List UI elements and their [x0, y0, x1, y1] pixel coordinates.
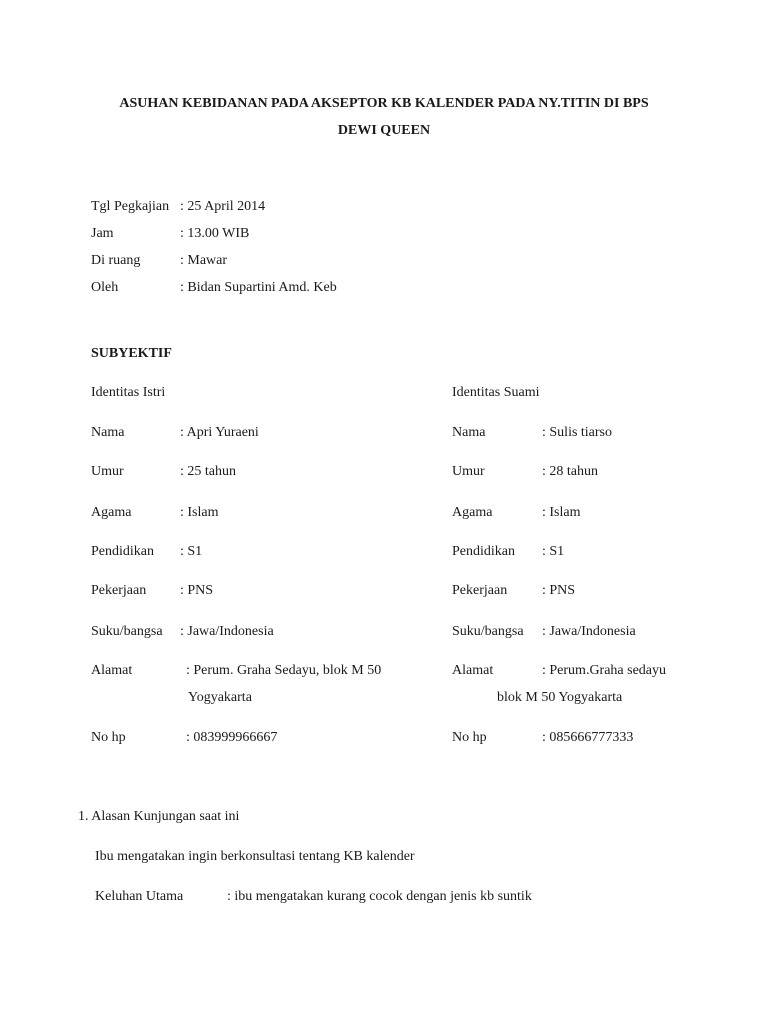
istri-pekerjaan-value: : PNS	[180, 583, 214, 598]
document-title	[60, 90, 708, 144]
suami-agama-label: Agama	[452, 505, 493, 520]
oleh-label: Oleh	[91, 280, 119, 295]
istri-alamat-value-2: Yogyakarta	[188, 690, 252, 705]
suami-pendidikan-label: Pendidikan	[452, 544, 515, 559]
suami-pekerjaan-label: Pekerjaan	[452, 583, 508, 598]
istri-pendidikan-value: : S1	[180, 544, 203, 559]
istri-nama-label: Nama	[91, 425, 125, 440]
istri-umur-value: : 25 tahun	[180, 464, 236, 479]
istri-alamat-label: Alamat	[91, 663, 133, 678]
oleh-value: : Bidan Supartini Amd. Keb	[180, 280, 337, 295]
ruang-label: Di ruang	[91, 253, 141, 268]
suami-hp-label: No hp	[452, 730, 487, 745]
istri-alamat-value-1: : Perum. Graha Sedayu, blok M 50	[186, 663, 382, 678]
istri-hp-value: : 083999966667	[186, 730, 278, 745]
istri-agama-label: Agama	[91, 505, 132, 520]
suami-agama-value: : Islam	[542, 505, 581, 520]
suami-umur-label: Umur	[452, 464, 485, 479]
istri-pekerjaan-label: Pekerjaan	[91, 583, 147, 598]
keluhan-label: Keluhan Utama	[95, 889, 184, 904]
title-line-1: ASUHAN KEBIDANAN PADA AKSEPTOR KB KALENDER PADA NY.TITIN DI BPS	[119, 96, 649, 111]
istri-suku-label: Suku/bangsa	[91, 624, 163, 639]
suami-heading: Identitas Suami	[452, 385, 540, 400]
suami-pendidikan-value: : S1	[542, 544, 565, 559]
kunjungan-heading: 1. Alasan Kunjungan saat ini	[78, 809, 240, 824]
suami-suku-label: Suku/bangsa	[452, 624, 524, 639]
istri-hp-label: No hp	[91, 730, 126, 745]
tgl-label: Tgl Pegkajian	[91, 199, 170, 214]
istri-umur-label: Umur	[91, 464, 124, 479]
suami-alamat-label: Alamat	[452, 663, 494, 678]
suami-suku-value: : Jawa/Indonesia	[542, 624, 636, 639]
suami-umur-value: : 28 tahun	[542, 464, 598, 479]
suami-nama-label: Nama	[452, 425, 486, 440]
istri-suku-value: : Jawa/Indonesia	[180, 624, 274, 639]
suami-nama-value: : Sulis tiarso	[542, 425, 613, 440]
istri-nama-value: : Apri Yuraeni	[180, 425, 259, 440]
ruang-value: : Mawar	[180, 253, 228, 268]
suami-pekerjaan-value: : PNS	[542, 583, 576, 598]
tgl-value: : 25 April 2014	[180, 199, 266, 214]
section-subyektif: SUBYEKTIF	[91, 346, 172, 361]
istri-agama-value: : Islam	[180, 505, 219, 520]
istri-pendidikan-label: Pendidikan	[91, 544, 154, 559]
jam-label: Jam	[91, 226, 114, 241]
title-line-2: DEWI QUEEN	[337, 123, 431, 138]
istri-heading: Identitas Istri	[91, 385, 166, 400]
jam-value: : 13.00 WIB	[180, 226, 250, 241]
kunjungan-text: Ibu mengatakan ingin berkonsultasi tentang KB kalender	[95, 849, 415, 864]
suami-hp-value: : 085666777333	[542, 730, 634, 745]
keluhan-value: : ibu mengatakan kurang cocok dengan jenis kb suntik	[227, 889, 532, 904]
suami-alamat-value-2: blok M 50 Yogyakarta	[497, 690, 623, 705]
suami-alamat-value-1: : Perum.Graha sedayu	[542, 663, 667, 678]
